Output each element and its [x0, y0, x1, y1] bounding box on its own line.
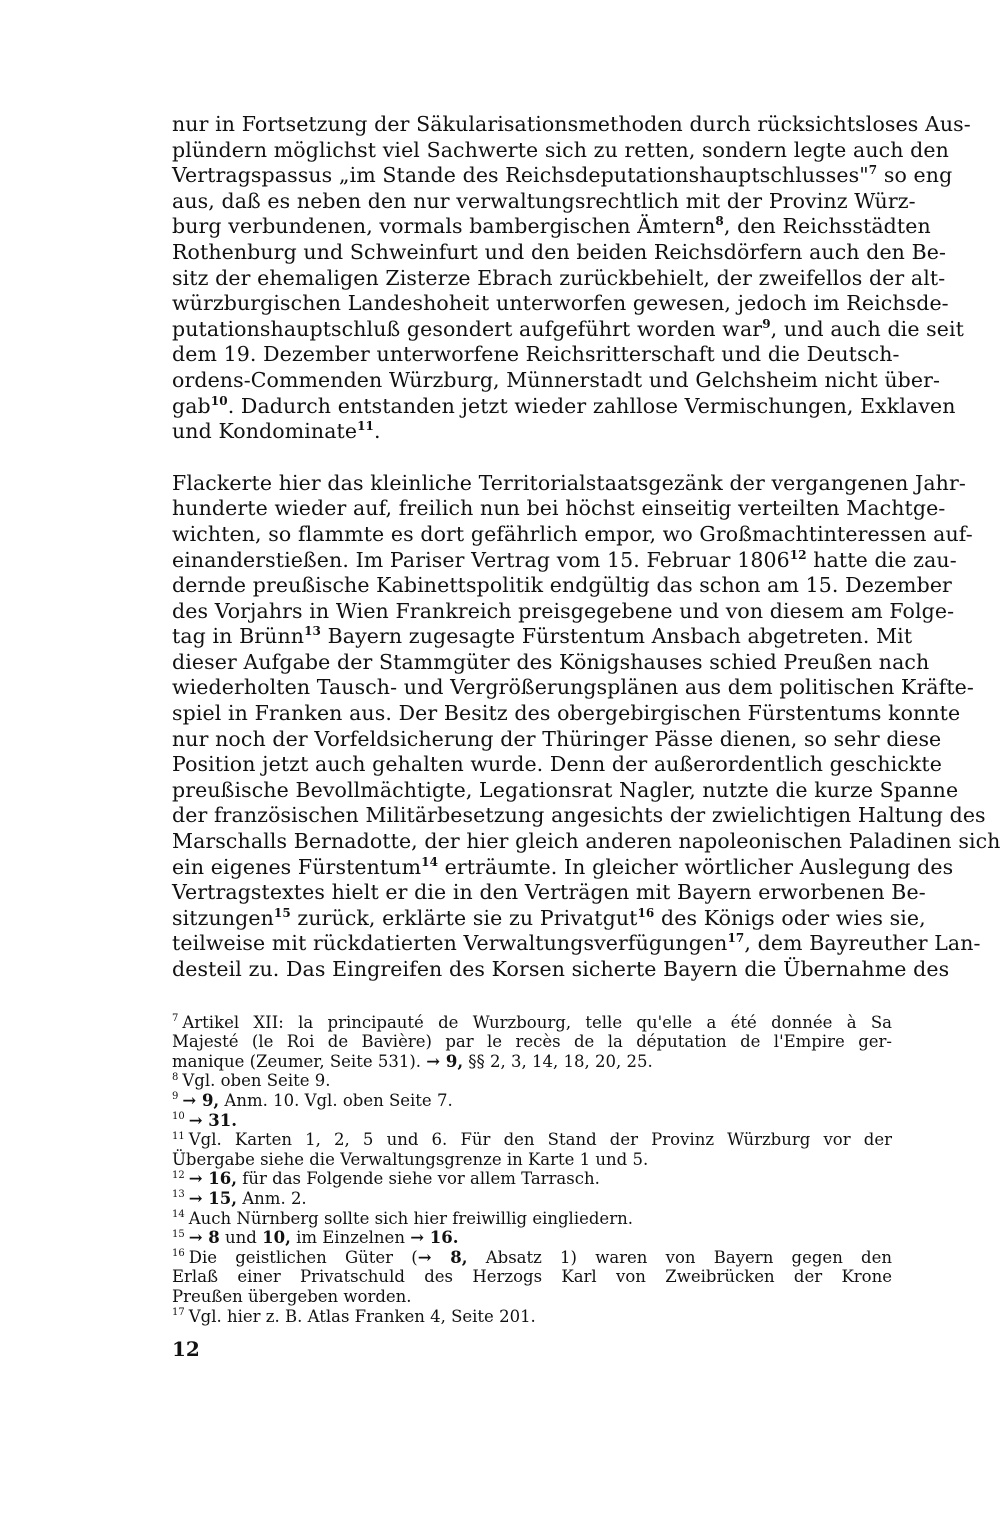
text-line: Rothenburg und Schweinfurt und den beiden Reichsdörfern auch den Be- — [172, 239, 947, 264]
text-line: Vertragspassus „im Stande des Reichsdeputationshauptschlusses"$^7$ so eng — [172, 163, 953, 188]
text-line: des Vorjahrs in Wien Frankreich preisgegebene und von diesem am Folge- — [172, 598, 955, 623]
text-line: ordens-Commenden Würzburg, Münnerstadt und Gelchsheim nicht über- — [172, 367, 941, 392]
body-paragraph-1 — [172, 112, 971, 445]
text-line: putationshauptschluß gesondert aufgeführt worden war$^9$, und auch die seit — [172, 316, 965, 341]
cross-reference[interactable]: → 9, — [182, 1090, 220, 1110]
text-line: desteil zu. Das Eingreifen des Korsen sicherte Bayern die Übernahme des — [172, 957, 950, 981]
cross-reference[interactable]: → 16, — [188, 1169, 238, 1189]
text-line: einanderstießen. Im Pariser Vertrag vom 15. Februar 1806$^{12}$ hatte die zau- — [172, 547, 957, 572]
text-line: teilweise mit rückdatierten Verwaltungsverfügungen$^{17}$, dem Bayreuther Lan- — [172, 931, 981, 956]
text-line: burg verbundenen, vormals bambergischen Ämtern$^8$, den Reichsstädten — [172, 214, 931, 239]
footnote-mark: 17 — [172, 1307, 185, 1318]
text-line: wichten, so flammte es dort gefährlich empor, wo Großmachtinteressen auf- — [172, 521, 973, 546]
text-line: sitzungen$^{15}$ zurück, erklärte sie zu Privatgut$^{16}$ des Königs oder wies sie, — [172, 905, 926, 930]
text-line: spiel in Franken aus. Der Besitz des obergebirgischen Fürstentums konnte — [172, 701, 961, 726]
text-line: Marschalls Bernadotte, der hier gleich anderen napoleonischen Paladinen sich — [172, 829, 1000, 854]
text-line: Position jetzt auch gehalten wurde. Denn der außerordentlich geschickte — [172, 752, 942, 777]
text-line: plündern möglichst viel Sachwerte sich zu retten, sondern legte auch den — [172, 137, 949, 162]
footnotes — [172, 1013, 892, 1327]
footnote-9: $^9$ → 9, Anm. 10. Vgl. oben Seite 7. — [172, 1090, 453, 1110]
footnote-11: $^{11}$ Vgl. Karten 1, 2, 5 und 6. Für den Stand der Provinz Würzburg vor der Übergabe siehe die Verwaltungsgrenze in Karte 1 und 5. — [172, 1130, 892, 1169]
footnote-13: $^{13}$ → 15, Anm. 2. — [172, 1188, 307, 1208]
footnote-8: $^8$ Vgl. oben Seite 9. — [172, 1071, 331, 1091]
footnote-ref[interactable]: 10 — [210, 393, 228, 408]
cross-reference[interactable]: → 9, — [426, 1051, 464, 1071]
footnote-mark: 10 — [172, 1111, 185, 1123]
cross-reference[interactable]: → 8 — [188, 1228, 220, 1248]
footnote-ref[interactable]: 9 — [762, 316, 771, 331]
footnote-ref[interactable]: 17 — [727, 931, 745, 946]
footnote-15: $^{15}$ → 8 und 10, im Einzelnen → 16. — [172, 1228, 459, 1248]
text-line: dieser Aufgabe der Stammgüter des Königshauses schied Preußen nach — [172, 649, 930, 674]
text-line: aus, daß es neben den nur verwaltungsrechtlich mit der Provinz Würz- — [172, 188, 916, 213]
footnote-14: $^{14}$ Auch Nürnberg sollte sich hier freiwillig eingliedern. — [172, 1208, 633, 1228]
text-line: nur noch der Vorfeldsicherung der Thüringer Pässe dienen, so sehr diese — [172, 726, 942, 751]
text-line: Vertragstextes hielt er die in den Verträgen mit Bayern erworbenen Be- — [172, 880, 926, 905]
cross-reference[interactable]: → 31. — [188, 1110, 238, 1130]
text-line: dernde preußische Kabinettspolitik endgültig das schon am 15. Dezember — [172, 573, 952, 598]
footnote-ref[interactable]: 11 — [357, 419, 375, 434]
footnote-mark: 8 — [172, 1071, 179, 1083]
text-line: Flackerte hier das kleinliche Territorialstaatsgezänk der vergangenen Jahr- — [172, 470, 966, 495]
footnote-17: $^{17}$ Vgl. hier z. B. Atlas Franken 4, Seite 201. — [172, 1306, 536, 1326]
footnote-mark: 9 — [172, 1091, 179, 1103]
footnote-mark: 14 — [172, 1209, 185, 1221]
cross-reference[interactable]: → 15, — [188, 1188, 238, 1208]
footnote-ref[interactable]: 15 — [273, 905, 291, 920]
page-number: 12 — [172, 1337, 200, 1361]
footnote-mark: 7 — [172, 1013, 179, 1025]
footnote-ref[interactable]: 12 — [789, 547, 807, 562]
footnote-mark: 12 — [172, 1169, 185, 1181]
text-line: nur in Fortsetzung der Säkularisationsmethoden durch rücksichtsloses Aus- — [172, 112, 971, 136]
footnote-7: $^7$ Artikel XII: la principauté de Wurzbourg, telle qu'elle a été donnée à Sa Majesté (le Roi de Bavière) par le recès de la députation de l'Empire ger- manique (Zeumer, Seite 531). → 9, §§ 2, 3, 14, 18, 20, 25. — [172, 1012, 892, 1071]
footnote-ref[interactable]: 8 — [715, 214, 724, 229]
footnote-ref[interactable]: 14 — [421, 854, 439, 869]
text-line: der französischen Militärbesetzung angesichts der zwielichtigen Haltung des — [172, 803, 986, 828]
text-line: hunderte wieder auf, freilich nun bei höchst einseitig verteilten Machtge- — [172, 496, 946, 521]
footnote-ref[interactable]: 13 — [304, 624, 321, 639]
footnote-mark: 11 — [172, 1130, 185, 1142]
body-paragraph-2 — [172, 470, 1000, 983]
text-line: preußische Bevollmächtigte, Legationsrat Nagler, nutzte die kurze Spanne — [172, 777, 959, 802]
text-line: tag in Brünn$^{13}$ Bayern zugesagte Fürstentum Ansbach abgetreten. Mit — [172, 624, 913, 649]
footnote-mark: 13 — [172, 1189, 185, 1201]
footnote-ref[interactable]: 16 — [637, 905, 655, 920]
footnote-separator — [172, 983, 892, 1013]
footnote-16: $^{16}$ Die geistlichen Güter (→ 8, Absatz 1) waren von Bayern gegen den Erlaß einer Privatschuld des Herzogs Karl von Zweibrücken der Krone Preußen übergeben worden. — [172, 1247, 892, 1306]
footnote-10 — [172, 1111, 892, 1131]
cross-reference[interactable]: 10, — [262, 1228, 291, 1248]
text-line: ein eigenes Fürstentum$^{14}$ erträumte. In gleicher wörtlicher Auslegung des — [172, 854, 954, 879]
text-line: würzburgischen Landeshoheit unterworfen gewesen, jedoch im Reichsde- — [172, 291, 949, 316]
cross-reference[interactable]: → 16. — [410, 1228, 459, 1248]
text-line: wiederholten Tausch- und Vergrößerungsplänen aus dem politischen Kräfte- — [172, 675, 974, 700]
footnote-mark: 15 — [172, 1228, 185, 1240]
cross-reference[interactable]: → 8, — [417, 1247, 468, 1267]
text-line: dem 19. Dezember unterworfene Reichsritterschaft und die Deutsch- — [172, 342, 900, 367]
text-line: sitz der ehemaligen Zisterze Ebrach zurückbehielt, der zweifellos der alt- — [172, 265, 946, 290]
text-line: gab$^{10}$. Dadurch entstanden jetzt wieder zahllose Vermischungen, Exklaven — [172, 393, 956, 418]
footnote-ref[interactable]: 7 — [868, 163, 878, 178]
page-body — [172, 112, 1000, 1326]
text-line: und Kondominate$^{11}$. — [172, 419, 381, 444]
footnote-mark: 16 — [172, 1248, 185, 1260]
footnote-12: $^{12}$ → 16, für das Folgende siehe vor allem Tarrasch. — [172, 1169, 600, 1189]
